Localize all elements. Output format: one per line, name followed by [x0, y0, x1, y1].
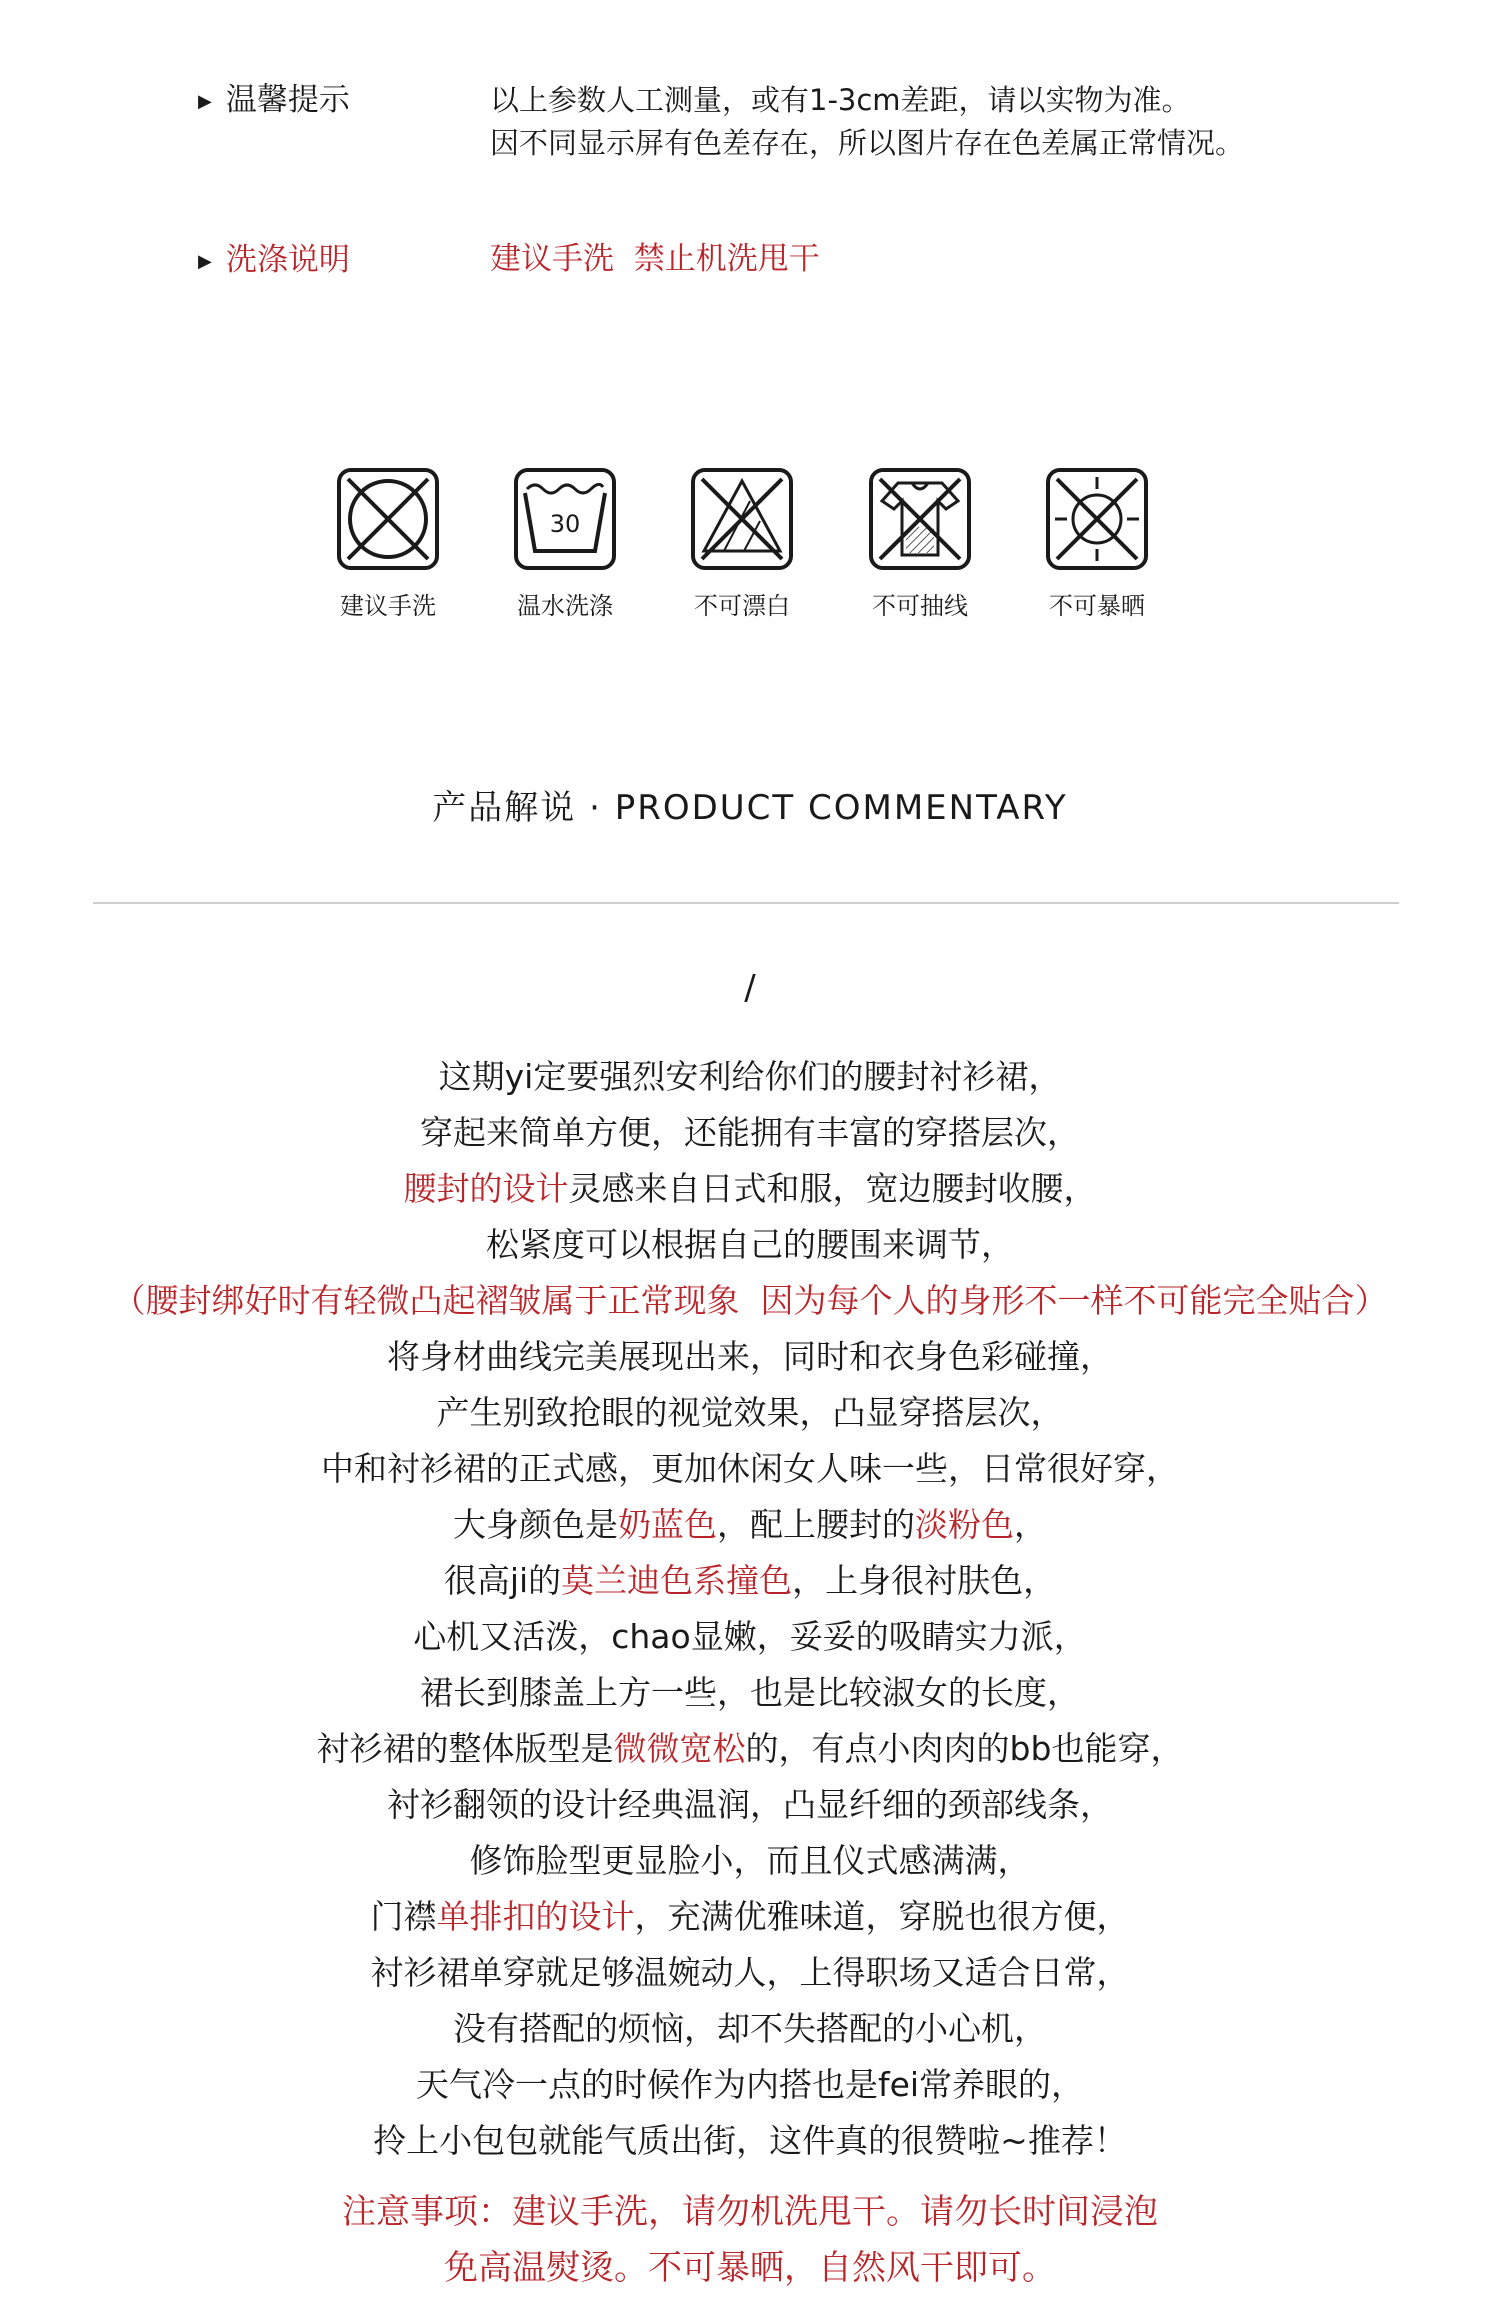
care-item-no-tumble [830, 467, 1010, 621]
commentary-text: 松紧度可以根据自己的腰围来调节， [486, 1225, 1014, 1264]
commentary-line [0, 1945, 1500, 2001]
commentary-text: ， [1014, 1505, 1047, 1544]
warm-tip-label-text: 温馨提示 [225, 82, 350, 118]
commentary-text: 衬衫裙的整体版型是 [316, 1729, 614, 1768]
commentary-line [0, 1665, 1500, 1721]
warm-tip-line-1: 以上参数人工测量，或有1-3cm差距，请以实物为准。 [490, 83, 1191, 117]
section-slash: / [744, 968, 756, 1008]
wash-instructions-label-text: 洗涤说明 [225, 242, 350, 278]
warm-water-wash-icon [513, 467, 617, 571]
commentary-line [0, 1385, 1500, 1441]
commentary-line [0, 2113, 1500, 2169]
care-notice-line-1: 注意事项：建议手洗，请勿机洗甩干。请勿长时间浸泡 [342, 2192, 1158, 2232]
commentary-line [0, 2001, 1500, 2057]
highlight-text: 单排扣的设计 [436, 1897, 635, 1936]
commentary-line [0, 1329, 1500, 1385]
warm-tip-text [490, 79, 1244, 165]
care-label-no-tumble: 不可抽线 [872, 592, 968, 620]
section-divider [93, 902, 1399, 904]
commentary-line [0, 1609, 1500, 1665]
commentary-text: 灵感来自日式和服，宽边腰封收腰， [568, 1169, 1097, 1208]
highlight-text: 莫兰迪色系撞色 [561, 1561, 793, 1600]
commentary-text: 没有搭配的烦恼，却不失搭配的小心机， [453, 2009, 1047, 2048]
commentary-line [0, 2057, 1500, 2113]
care-label-no-bleach: 不可漂白 [694, 592, 790, 620]
commentary-line [0, 1049, 1500, 1105]
no-bleach-icon [690, 467, 794, 571]
highlight-text: 微微宽松 [613, 1729, 746, 1768]
highlight-text: 淡粉色 [915, 1505, 1014, 1544]
arrow-right-icon: ▶ [198, 251, 212, 272]
warm-tip-label [198, 80, 350, 125]
commentary-text: 的，有点小肉肉的bb也能穿， [745, 1729, 1184, 1768]
wash-instructions-label [198, 240, 350, 285]
commentary-line [0, 1889, 1500, 1945]
commentary-text: 裙长到膝盖上方一些，也是比较淑女的长度， [420, 1673, 1080, 1712]
care-item-warm-water [475, 467, 655, 621]
care-label-warm-water: 温水洗涤 [517, 592, 613, 620]
commentary-text: ，上身很衬肤色， [792, 1561, 1057, 1600]
highlight-text: （腰封绑好时有轻微凸起褶皱属于正常现象 因为每个人的身形不一样不可能完全贴合） [112, 1281, 1388, 1320]
commentary-line [0, 1161, 1500, 1217]
highlight-text: 腰封的设计 [403, 1169, 569, 1208]
care-label-hand-wash: 建议手洗 [340, 592, 436, 620]
commentary-text: 拎上小包包就能气质出街，这件真的很赞啦~推荐！ [373, 2121, 1127, 2160]
commentary-text: ，充满优雅味道，穿脱也很方便， [634, 1897, 1130, 1936]
care-item-no-bleach [652, 467, 832, 621]
commentary-text: 中和衬衫裙的正式感，更加休闲女人味一些，日常很好穿， [321, 1449, 1179, 1488]
commentary-text: 衬衫裙单穿就足够温婉动人，上得职场又适合日常， [370, 1953, 1130, 1992]
care-label-no-sun: 不可暴晒 [1049, 592, 1145, 620]
care-item-hand-wash [298, 467, 478, 621]
no-tumble-dry-icon [868, 467, 972, 571]
commentary-text: 衬衫翻领的设计经典温润，凸显纤细的颈部线条， [387, 1785, 1113, 1824]
commentary-line [0, 1217, 1500, 1273]
commentary-text: 心机又活泼，chao显嫩，妥妥的吸睛实力派， [413, 1617, 1087, 1656]
commentary-text: 修饰脸型更显脸小，而且仪式感满满， [469, 1841, 1031, 1880]
wash-temperature: 30 [549, 510, 581, 538]
commentary-text: 很高ji的 [443, 1561, 562, 1600]
commentary-line [0, 1553, 1500, 1609]
arrow-right-icon: ▶ [198, 91, 212, 112]
care-notice-line-2: 免高温熨烫。不可暴晒，自然风干即可。 [444, 2248, 1056, 2288]
warm-tip-line-2: 因不同显示屏有色差存在，所以图片存在色差属正常情况。 [490, 126, 1245, 160]
commentary-line [0, 1441, 1500, 1497]
commentary-line [0, 1833, 1500, 1889]
no-sun-dry-icon [1045, 467, 1149, 571]
highlight-text: 奶蓝色 [618, 1505, 717, 1544]
commentary-line [0, 1497, 1500, 1553]
commentary-text: 大身颜色是 [453, 1505, 618, 1544]
section-title: 产品解说 · PRODUCT COMMENTARY [432, 788, 1068, 828]
commentary-line [0, 1721, 1500, 1777]
wash-instructions-text: 建议手洗 禁止机洗甩干 [490, 241, 820, 277]
commentary-text: 将身材曲线完美展现出来，同时和衣身色彩碰撞， [387, 1337, 1113, 1376]
commentary-text: 产生别致抢眼的视觉效果，凸显穿搭层次， [436, 1393, 1064, 1432]
commentary-text: 天气冷一点的时候作为内搭也是fei常养眼的， [415, 2065, 1085, 2104]
commentary-text: 门襟 [370, 1897, 437, 1936]
hand-wash-crossed-icon [336, 467, 440, 571]
commentary-line [0, 1777, 1500, 1833]
commentary [0, 1049, 1500, 2169]
commentary-text: 这期yi定要强烈安利给你们的腰封衬衫裙， [438, 1057, 1062, 1096]
commentary-line [0, 1105, 1500, 1161]
care-notice [0, 2184, 1500, 2296]
commentary-text: ，配上腰封的 [717, 1505, 915, 1544]
commentary-text: 穿起来简单方便，还能拥有丰富的穿搭层次， [420, 1113, 1080, 1152]
care-item-no-sun [1007, 467, 1187, 621]
commentary-line [0, 1273, 1500, 1329]
